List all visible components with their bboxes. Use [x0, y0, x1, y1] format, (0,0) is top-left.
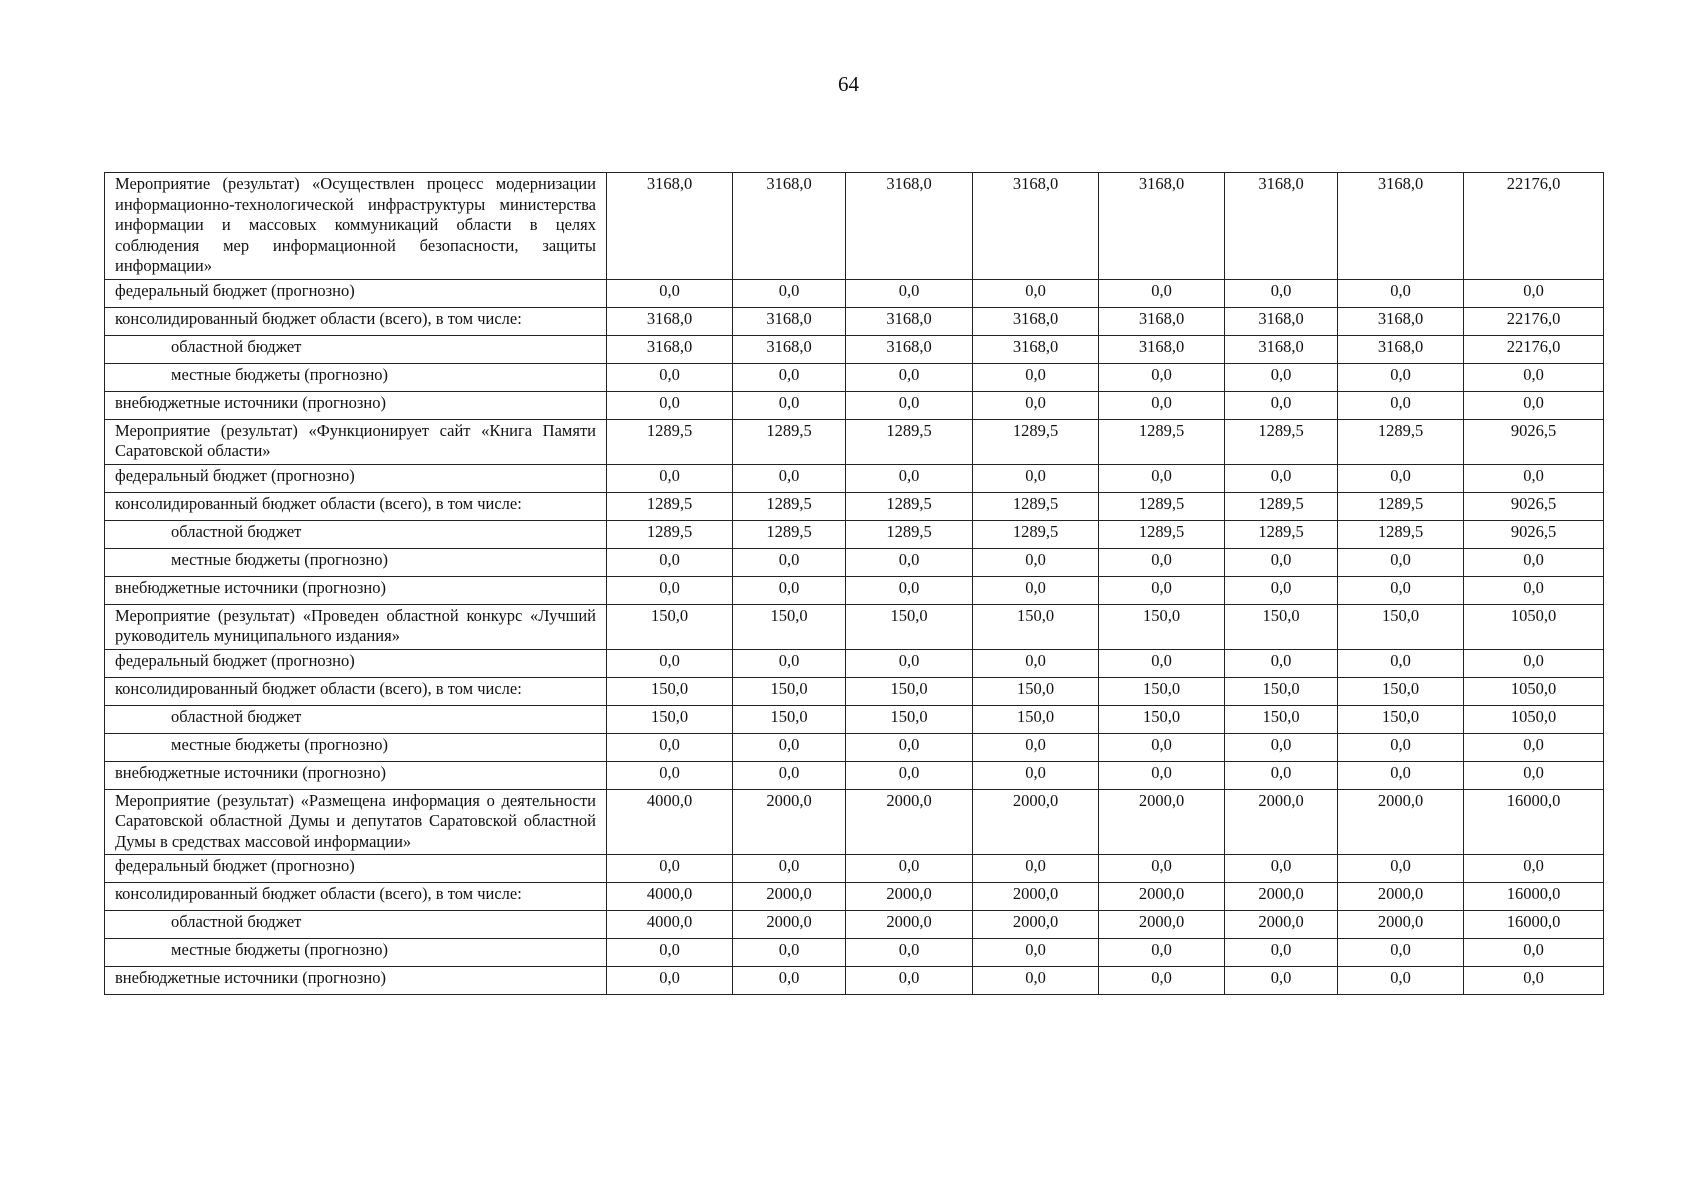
table-row: [105, 307, 1604, 335]
value-cell: 0,0: [607, 391, 733, 419]
table-row: [105, 363, 1604, 391]
total-value-cell: 1050,0: [1464, 604, 1604, 649]
source-label-cell: консолидированный бюджет области (всего), в том числе:: [105, 883, 607, 911]
value-cell: 3168,0: [1099, 335, 1225, 363]
value-cell: 150,0: [607, 604, 733, 649]
value-cell: 0,0: [973, 363, 1099, 391]
value-cell: 0,0: [733, 464, 846, 492]
value-cell: 0,0: [1338, 391, 1464, 419]
table-row: [105, 576, 1604, 604]
value-cell: 0,0: [607, 649, 733, 677]
value-cell: 2000,0: [1099, 883, 1225, 911]
value-cell: 0,0: [846, 279, 973, 307]
value-cell: 0,0: [1225, 733, 1338, 761]
value-cell: 0,0: [846, 391, 973, 419]
value-cell: 0,0: [607, 967, 733, 995]
table-row: [105, 855, 1604, 883]
page-number: 64: [838, 72, 859, 96]
value-cell: 1289,5: [973, 492, 1099, 520]
value-cell: 0,0: [607, 363, 733, 391]
event-title-cell: Мероприятие (результат) «Размещена информация о деятельности Саратовской областной Думы и депутатов Саратовской областной Думы в средствах массовой информации»: [105, 789, 607, 855]
value-cell: 0,0: [607, 464, 733, 492]
value-cell: 0,0: [1099, 761, 1225, 789]
value-cell: 0,0: [1338, 464, 1464, 492]
value-cell: 0,0: [1338, 967, 1464, 995]
value-cell: 0,0: [607, 733, 733, 761]
value-cell: 0,0: [1099, 855, 1225, 883]
table-row: [105, 967, 1604, 995]
value-cell: 3168,0: [607, 307, 733, 335]
value-cell: 150,0: [846, 677, 973, 705]
source-label-cell: внебюджетные источники (прогнозно): [105, 576, 607, 604]
total-value-cell: 0,0: [1464, 967, 1604, 995]
value-cell: 150,0: [1338, 604, 1464, 649]
value-cell: 0,0: [733, 548, 846, 576]
value-cell: 2000,0: [1225, 789, 1338, 855]
value-cell: 150,0: [846, 604, 973, 649]
value-cell: 2000,0: [973, 789, 1099, 855]
source-label-cell: местные бюджеты (прогнозно): [105, 939, 607, 967]
table-row: [105, 705, 1604, 733]
value-cell: 150,0: [733, 705, 846, 733]
value-cell: 0,0: [846, 967, 973, 995]
table-row: [105, 391, 1604, 419]
source-label-cell: федеральный бюджет (прогнозно): [105, 855, 607, 883]
value-cell: 1289,5: [1099, 520, 1225, 548]
value-cell: 1289,5: [1225, 419, 1338, 464]
value-cell: 3168,0: [733, 307, 846, 335]
value-cell: 1289,5: [1338, 520, 1464, 548]
value-cell: 0,0: [1338, 363, 1464, 391]
source-label-cell: местные бюджеты (прогнозно): [105, 548, 607, 576]
value-cell: 0,0: [733, 733, 846, 761]
value-cell: 0,0: [973, 391, 1099, 419]
total-value-cell: 9026,5: [1464, 419, 1604, 464]
value-cell: 0,0: [846, 464, 973, 492]
event-title-cell: Мероприятие (результат) «Осуществлен процесс модернизации информационно-технологической инфраструктуры министерства информации и массовых коммуникаций области в целях соблюдения мер информационной безопасности, защиты информации»: [105, 173, 607, 280]
value-cell: 0,0: [1338, 855, 1464, 883]
value-cell: 150,0: [973, 677, 1099, 705]
value-cell: 3168,0: [1225, 307, 1338, 335]
total-value-cell: 22176,0: [1464, 335, 1604, 363]
value-cell: 0,0: [733, 391, 846, 419]
value-cell: 2000,0: [733, 911, 846, 939]
value-cell: 0,0: [1225, 855, 1338, 883]
value-cell: 150,0: [1225, 705, 1338, 733]
value-cell: 0,0: [1225, 649, 1338, 677]
source-label-cell: областной бюджет: [105, 335, 607, 363]
value-cell: 0,0: [1099, 391, 1225, 419]
value-cell: 3168,0: [733, 173, 846, 280]
value-cell: 1289,5: [973, 419, 1099, 464]
value-cell: 0,0: [1099, 576, 1225, 604]
value-cell: 150,0: [973, 705, 1099, 733]
value-cell: 0,0: [1099, 967, 1225, 995]
value-cell: 2000,0: [973, 911, 1099, 939]
table-row: [105, 677, 1604, 705]
table-row: [105, 464, 1604, 492]
value-cell: 0,0: [973, 967, 1099, 995]
table-row: [105, 279, 1604, 307]
total-value-cell: 0,0: [1464, 733, 1604, 761]
value-cell: 0,0: [846, 939, 973, 967]
total-value-cell: 0,0: [1464, 363, 1604, 391]
value-cell: 0,0: [1338, 761, 1464, 789]
total-value-cell: 0,0: [1464, 279, 1604, 307]
value-cell: 0,0: [1338, 649, 1464, 677]
total-value-cell: 0,0: [1464, 939, 1604, 967]
value-cell: 2000,0: [1338, 789, 1464, 855]
value-cell: 0,0: [973, 761, 1099, 789]
value-cell: 0,0: [1338, 279, 1464, 307]
value-cell: 150,0: [733, 604, 846, 649]
value-cell: 150,0: [846, 705, 973, 733]
value-cell: 3168,0: [1225, 335, 1338, 363]
value-cell: 1289,5: [1099, 419, 1225, 464]
value-cell: 1289,5: [733, 492, 846, 520]
value-cell: 0,0: [607, 548, 733, 576]
total-value-cell: 0,0: [1464, 464, 1604, 492]
total-value-cell: 16000,0: [1464, 883, 1604, 911]
value-cell: 0,0: [973, 855, 1099, 883]
value-cell: 2000,0: [1338, 911, 1464, 939]
total-value-cell: 0,0: [1464, 391, 1604, 419]
value-cell: 0,0: [733, 363, 846, 391]
value-cell: 0,0: [973, 733, 1099, 761]
source-label-cell: местные бюджеты (прогнозно): [105, 733, 607, 761]
event-row: [105, 604, 1604, 649]
budget-table: [104, 172, 1604, 995]
source-label-cell: областной бюджет: [105, 705, 607, 733]
value-cell: 1289,5: [607, 419, 733, 464]
value-cell: 2000,0: [733, 789, 846, 855]
value-cell: 0,0: [1099, 464, 1225, 492]
value-cell: 4000,0: [607, 883, 733, 911]
value-cell: 0,0: [1225, 279, 1338, 307]
value-cell: 2000,0: [1338, 883, 1464, 911]
table-row: [105, 911, 1604, 939]
value-cell: 4000,0: [607, 789, 733, 855]
value-cell: 0,0: [1225, 576, 1338, 604]
value-cell: 150,0: [1225, 677, 1338, 705]
value-cell: 150,0: [1099, 705, 1225, 733]
value-cell: 0,0: [1099, 649, 1225, 677]
value-cell: 0,0: [1225, 939, 1338, 967]
value-cell: 0,0: [733, 279, 846, 307]
value-cell: 0,0: [846, 649, 973, 677]
value-cell: 0,0: [733, 939, 846, 967]
value-cell: 0,0: [1225, 967, 1338, 995]
total-value-cell: 0,0: [1464, 761, 1604, 789]
total-value-cell: 9026,5: [1464, 492, 1604, 520]
value-cell: 2000,0: [846, 883, 973, 911]
value-cell: 0,0: [846, 733, 973, 761]
source-label-cell: областной бюджет: [105, 520, 607, 548]
value-cell: 0,0: [1099, 548, 1225, 576]
source-label-cell: местные бюджеты (прогнозно): [105, 363, 607, 391]
table-row: [105, 548, 1604, 576]
value-cell: 1289,5: [1099, 492, 1225, 520]
table-row: [105, 649, 1604, 677]
value-cell: 0,0: [607, 761, 733, 789]
value-cell: 3168,0: [973, 173, 1099, 280]
value-cell: 3168,0: [1338, 307, 1464, 335]
total-value-cell: 22176,0: [1464, 307, 1604, 335]
total-value-cell: 0,0: [1464, 855, 1604, 883]
value-cell: 2000,0: [1225, 911, 1338, 939]
value-cell: 1289,5: [733, 419, 846, 464]
table-row: [105, 761, 1604, 789]
value-cell: 1289,5: [846, 492, 973, 520]
value-cell: 3168,0: [973, 335, 1099, 363]
value-cell: 3168,0: [846, 335, 973, 363]
source-label-cell: консолидированный бюджет области (всего), в том числе:: [105, 307, 607, 335]
value-cell: 150,0: [1338, 677, 1464, 705]
value-cell: 150,0: [1225, 604, 1338, 649]
value-cell: 0,0: [733, 967, 846, 995]
value-cell: 150,0: [1338, 705, 1464, 733]
value-cell: 0,0: [1338, 576, 1464, 604]
table-row: [105, 492, 1604, 520]
value-cell: 3168,0: [607, 335, 733, 363]
event-title-cell: Мероприятие (результат) «Проведен областной конкурс «Лучший руководитель муниципального издания»: [105, 604, 607, 649]
source-label-cell: областной бюджет: [105, 911, 607, 939]
total-value-cell: 9026,5: [1464, 520, 1604, 548]
value-cell: 1289,5: [973, 520, 1099, 548]
value-cell: 0,0: [846, 576, 973, 604]
value-cell: 0,0: [846, 363, 973, 391]
event-row: [105, 173, 1604, 280]
value-cell: 0,0: [1099, 363, 1225, 391]
value-cell: 0,0: [1338, 939, 1464, 967]
value-cell: 0,0: [973, 464, 1099, 492]
value-cell: 2000,0: [1099, 789, 1225, 855]
value-cell: 0,0: [973, 649, 1099, 677]
value-cell: 0,0: [733, 761, 846, 789]
value-cell: 0,0: [1225, 548, 1338, 576]
value-cell: 2000,0: [846, 789, 973, 855]
table-row: [105, 883, 1604, 911]
value-cell: 1289,5: [846, 419, 973, 464]
value-cell: 0,0: [733, 576, 846, 604]
value-cell: 0,0: [1225, 363, 1338, 391]
value-cell: 3168,0: [973, 307, 1099, 335]
table-row: [105, 939, 1604, 967]
source-label-cell: внебюджетные источники (прогнозно): [105, 967, 607, 995]
total-value-cell: 16000,0: [1464, 789, 1604, 855]
value-cell: 1289,5: [1338, 419, 1464, 464]
value-cell: 0,0: [1338, 733, 1464, 761]
table-row: [105, 733, 1604, 761]
event-row: [105, 419, 1604, 464]
source-label-cell: федеральный бюджет (прогнозно): [105, 649, 607, 677]
value-cell: 150,0: [607, 677, 733, 705]
value-cell: 3168,0: [1225, 173, 1338, 280]
value-cell: 0,0: [973, 939, 1099, 967]
value-cell: 3168,0: [1099, 307, 1225, 335]
value-cell: 1289,5: [1225, 492, 1338, 520]
value-cell: 0,0: [607, 576, 733, 604]
value-cell: 0,0: [846, 548, 973, 576]
value-cell: 150,0: [1099, 677, 1225, 705]
value-cell: 3168,0: [1338, 335, 1464, 363]
value-cell: 0,0: [607, 279, 733, 307]
value-cell: 0,0: [973, 548, 1099, 576]
value-cell: 1289,5: [846, 520, 973, 548]
value-cell: 0,0: [1099, 733, 1225, 761]
table-body: [105, 173, 1604, 995]
event-title-cell: Мероприятие (результат) «Функционирует сайт «Книга Памяти Саратовской области»: [105, 419, 607, 464]
source-label-cell: консолидированный бюджет области (всего), в том числе:: [105, 492, 607, 520]
value-cell: 2000,0: [973, 883, 1099, 911]
total-value-cell: 0,0: [1464, 548, 1604, 576]
value-cell: 3168,0: [1099, 173, 1225, 280]
value-cell: 0,0: [1225, 761, 1338, 789]
total-value-cell: 22176,0: [1464, 173, 1604, 280]
total-value-cell: 0,0: [1464, 576, 1604, 604]
value-cell: 0,0: [607, 939, 733, 967]
value-cell: 1289,5: [1225, 520, 1338, 548]
value-cell: 0,0: [1225, 391, 1338, 419]
value-cell: 2000,0: [1225, 883, 1338, 911]
value-cell: 0,0: [973, 279, 1099, 307]
value-cell: 1289,5: [607, 492, 733, 520]
value-cell: 0,0: [1338, 548, 1464, 576]
value-cell: 1289,5: [733, 520, 846, 548]
total-value-cell: 16000,0: [1464, 911, 1604, 939]
value-cell: 0,0: [733, 855, 846, 883]
value-cell: 150,0: [607, 705, 733, 733]
total-value-cell: 1050,0: [1464, 705, 1604, 733]
value-cell: 0,0: [1225, 464, 1338, 492]
value-cell: 3168,0: [1338, 173, 1464, 280]
source-label-cell: внебюджетные источники (прогнозно): [105, 391, 607, 419]
value-cell: 0,0: [607, 855, 733, 883]
value-cell: 2000,0: [846, 911, 973, 939]
table-row: [105, 335, 1604, 363]
source-label-cell: федеральный бюджет (прогнозно): [105, 279, 607, 307]
value-cell: 3168,0: [846, 307, 973, 335]
total-value-cell: 0,0: [1464, 649, 1604, 677]
value-cell: 0,0: [973, 576, 1099, 604]
value-cell: 2000,0: [1099, 911, 1225, 939]
value-cell: 1289,5: [1338, 492, 1464, 520]
value-cell: 150,0: [733, 677, 846, 705]
event-row: [105, 789, 1604, 855]
value-cell: 2000,0: [733, 883, 846, 911]
value-cell: 4000,0: [607, 911, 733, 939]
value-cell: 0,0: [846, 855, 973, 883]
source-label-cell: федеральный бюджет (прогнозно): [105, 464, 607, 492]
value-cell: 0,0: [1099, 279, 1225, 307]
source-label-cell: консолидированный бюджет области (всего), в том числе:: [105, 677, 607, 705]
value-cell: 3168,0: [607, 173, 733, 280]
value-cell: 0,0: [846, 761, 973, 789]
source-label-cell: внебюджетные источники (прогнозно): [105, 761, 607, 789]
value-cell: 0,0: [1099, 939, 1225, 967]
value-cell: 150,0: [973, 604, 1099, 649]
value-cell: 1289,5: [607, 520, 733, 548]
value-cell: 150,0: [1099, 604, 1225, 649]
value-cell: 3168,0: [733, 335, 846, 363]
table-row: [105, 520, 1604, 548]
value-cell: 3168,0: [846, 173, 973, 280]
total-value-cell: 1050,0: [1464, 677, 1604, 705]
value-cell: 0,0: [733, 649, 846, 677]
